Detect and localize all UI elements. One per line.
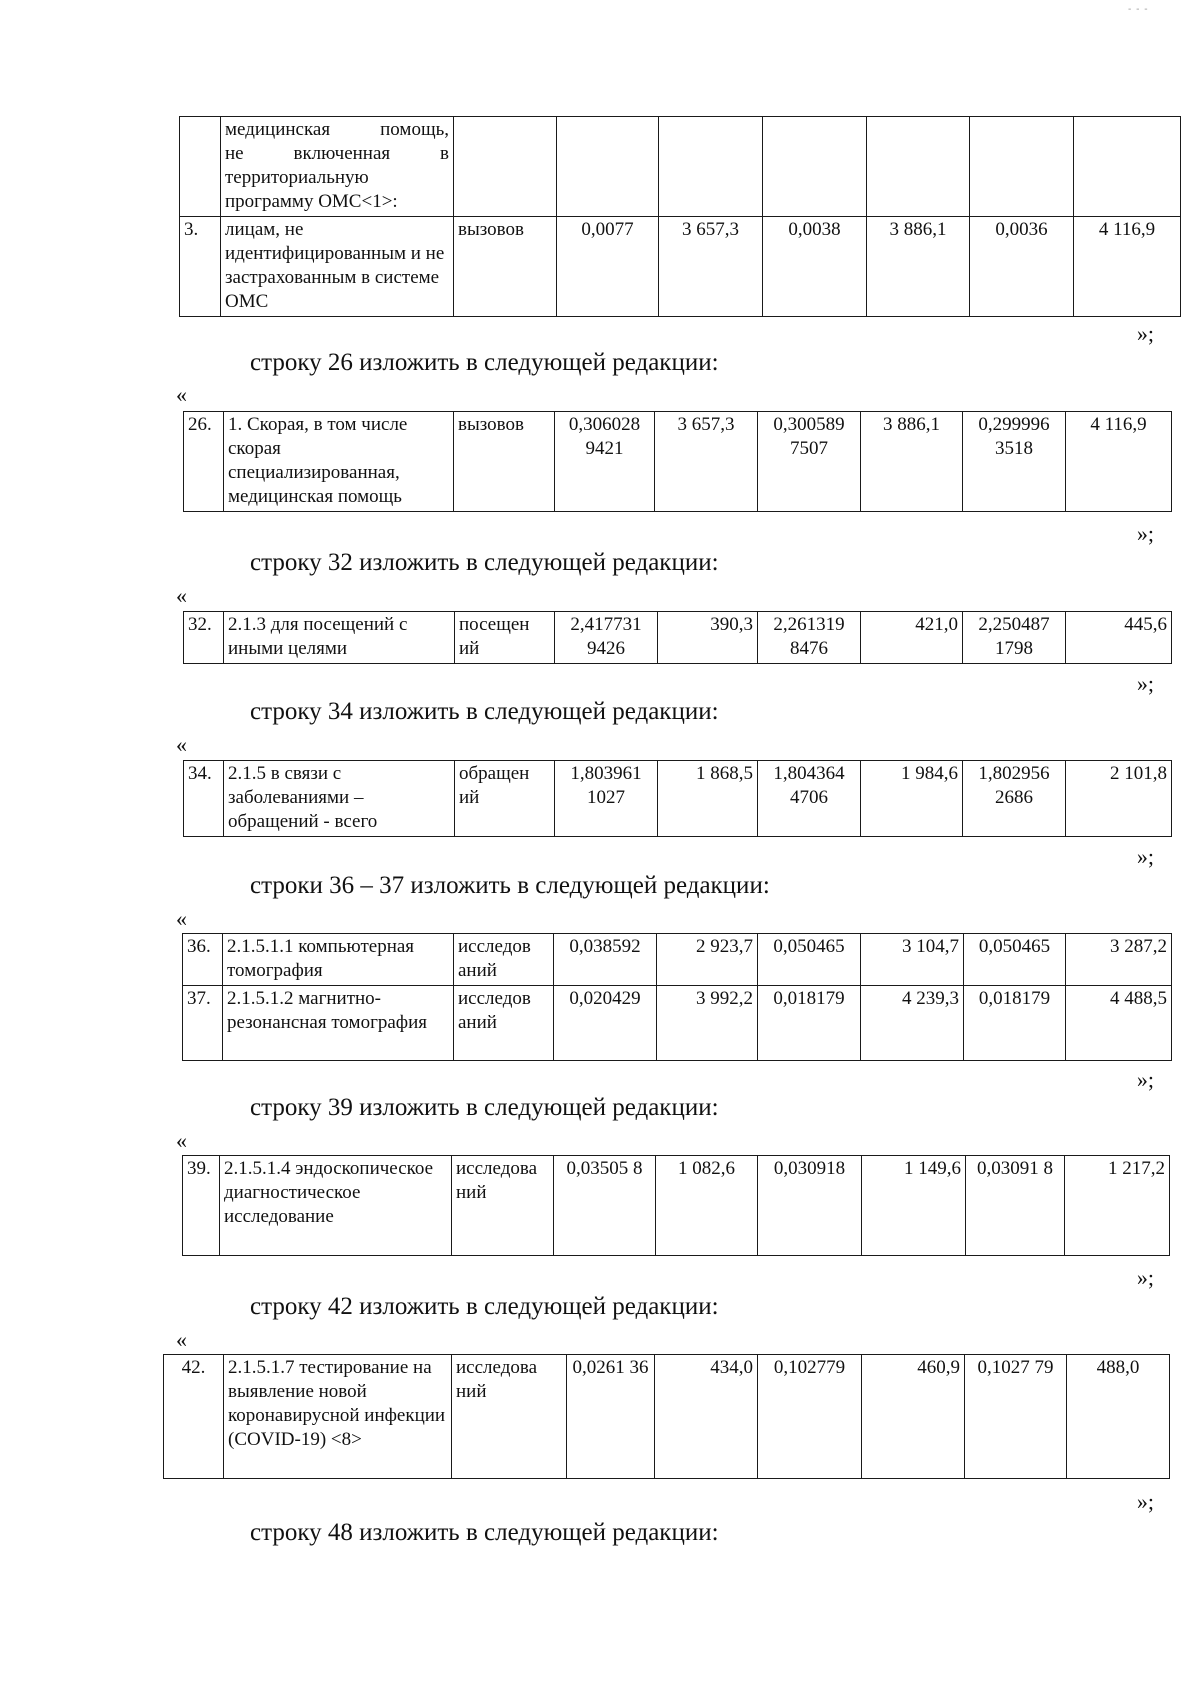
row-name-cell — [221, 117, 454, 217]
value-cell: 421,0 — [861, 612, 963, 664]
value-cell: 0,050465 — [758, 934, 861, 986]
value-cell: 2,261319 8476 — [758, 612, 861, 664]
name-line: не включенная в — [225, 143, 449, 164]
value-cell: 445,6 — [1066, 612, 1172, 664]
unit-cell: исследов аний — [454, 934, 554, 986]
value-cell: 0,050465 — [964, 934, 1066, 986]
row-number-cell — [180, 117, 221, 217]
value-cell — [659, 117, 763, 217]
row-number-cell: 39. — [183, 1156, 220, 1256]
opening-quote: « — [176, 583, 187, 608]
table-row — [183, 1156, 1170, 1256]
row-name-cell: 2.1.5.1.2 магнитно-резонансная томография — [223, 986, 454, 1061]
row-number-cell: 26. — [184, 412, 224, 512]
value-cell: 3 657,3 — [659, 217, 763, 317]
value-cell: 1 217,2 — [1065, 1156, 1170, 1256]
name-line: медицинская помощь, — [225, 119, 449, 140]
section-heading: строку 42 изложить в следующей редакции: — [250, 1293, 719, 1320]
table-row-32 — [183, 611, 1172, 664]
value-cell: 390,3 — [658, 612, 758, 664]
section-heading: строку 26 изложить в следующей редакции: — [250, 349, 719, 376]
value-cell: 0,306028 9421 — [555, 412, 655, 512]
section-heading: строку 39 изложить в следующей редакции: — [250, 1094, 719, 1121]
table-row — [180, 117, 1181, 217]
table-row-42 — [163, 1354, 1170, 1479]
unit-cell: исследова ний — [452, 1156, 554, 1256]
value-cell: 3 992,2 — [657, 986, 758, 1061]
name-line: территориальную — [225, 167, 369, 188]
value-cell: 4 239,3 — [861, 986, 964, 1061]
value-cell: 0,1027 79 — [965, 1355, 1067, 1479]
value-cell — [867, 117, 970, 217]
value-cell: 0,0036 — [970, 217, 1074, 317]
closing-quote: »; — [1136, 671, 1154, 696]
value-cell: 1,804364 4706 — [758, 761, 861, 837]
row-number-cell: 37. — [183, 986, 223, 1061]
closing-quote: »; — [1136, 844, 1154, 869]
table-row-26 — [183, 411, 1172, 512]
value-cell: 2,417731 9426 — [555, 612, 658, 664]
value-cell: 4 116,9 — [1074, 217, 1181, 317]
value-cell: 1 868,5 — [658, 761, 758, 837]
row-name-cell: лицам, не идентифицированным и не застрахованным в системе ОМС — [221, 217, 454, 317]
section-heading: строку 32 изложить в следующей редакции: — [250, 549, 719, 576]
row-name-cell: 2.1.3 для посещений с иными целями — [224, 612, 455, 664]
table-row — [184, 761, 1172, 837]
opening-quote: « — [176, 1128, 187, 1153]
value-cell — [557, 117, 659, 217]
opening-quote: « — [176, 732, 187, 757]
value-cell: 4 116,9 — [1066, 412, 1172, 512]
opening-quote: « — [176, 1327, 187, 1352]
unit-cell: вызовов — [454, 217, 557, 317]
value-cell: 0,03505 8 — [554, 1156, 656, 1256]
page-corner-mark: - - - — [1128, 4, 1149, 15]
unit-cell: исследов аний — [454, 986, 554, 1061]
unit-cell: обращен ий — [455, 761, 555, 837]
value-cell: 2 923,7 — [657, 934, 758, 986]
value-cell: 1,802956 2686 — [963, 761, 1066, 837]
closing-quote: »; — [1136, 321, 1154, 346]
value-cell: 0,300589 7507 — [758, 412, 861, 512]
row-number-cell: 36. — [183, 934, 223, 986]
value-cell: 0,030918 — [758, 1156, 862, 1256]
value-cell: 3 657,3 — [655, 412, 758, 512]
row-name-cell: 2.1.5.1.4 эндоскопическое диагностическое исследование — [220, 1156, 452, 1256]
value-cell: 0,102779 — [758, 1355, 862, 1479]
table-row — [180, 217, 1181, 317]
value-cell: 0,018179 — [758, 986, 861, 1061]
row-number-cell: 34. — [184, 761, 224, 837]
unit-cell: вызовов — [454, 412, 555, 512]
value-cell: 460,9 — [862, 1355, 965, 1479]
value-cell: 1 082,6 — [656, 1156, 758, 1256]
row-number-cell: 3. — [180, 217, 221, 317]
table-row — [184, 612, 1172, 664]
row-name-cell: 2.1.5.1.7 тестирование на выявление новой коронавирусной инфекции (COVID-19) <8> — [224, 1355, 452, 1479]
value-cell: 0,018179 — [964, 986, 1066, 1061]
value-cell: 4 488,5 — [1066, 986, 1172, 1061]
top-table — [179, 116, 1181, 317]
table-rows-36-37 — [182, 933, 1172, 1061]
table-row-34 — [183, 760, 1172, 837]
value-cell: 0,0261 36 — [567, 1355, 655, 1479]
value-cell: 0,020429 — [554, 986, 657, 1061]
name-line: программу ОМС<1>: — [225, 191, 398, 212]
value-cell: 0,03091 8 — [966, 1156, 1065, 1256]
row-number-cell: 42. — [164, 1355, 224, 1479]
table-row-39 — [182, 1155, 1170, 1256]
value-cell — [970, 117, 1074, 217]
value-cell: 434,0 — [655, 1355, 758, 1479]
value-cell: 3 886,1 — [867, 217, 970, 317]
unit-cell — [454, 117, 557, 217]
value-cell: 2 101,8 — [1066, 761, 1172, 837]
row-name-cell: 2.1.5 в связи с заболеваниями – обращений - всего — [224, 761, 455, 837]
unit-cell: посещен ий — [455, 612, 555, 664]
row-name-cell: 1. Скорая, в том числе скорая специализированная, медицинская помощь — [224, 412, 454, 512]
value-cell: 1,803961 1027 — [555, 761, 658, 837]
closing-quote: »; — [1136, 521, 1154, 546]
closing-quote: »; — [1136, 1265, 1154, 1290]
value-cell: 3 287,2 — [1066, 934, 1172, 986]
row-name-cell: 2.1.5.1.1 компьютерная томография — [223, 934, 454, 986]
value-cell: 0,299996 3518 — [963, 412, 1066, 512]
value-cell — [763, 117, 867, 217]
value-cell — [1074, 117, 1181, 217]
value-cell: 3 104,7 — [861, 934, 964, 986]
section-heading: строку 34 изложить в следующей редакции: — [250, 698, 719, 725]
opening-quote: « — [176, 906, 187, 931]
unit-cell: исследова ний — [452, 1355, 567, 1479]
value-cell: 1 149,6 — [862, 1156, 966, 1256]
value-cell: 0,0077 — [557, 217, 659, 317]
opening-quote: « — [176, 382, 187, 407]
row-number-cell: 32. — [184, 612, 224, 664]
value-cell: 0,0038 — [763, 217, 867, 317]
value-cell: 3 886,1 — [861, 412, 963, 512]
closing-quote: »; — [1136, 1489, 1154, 1514]
section-heading: строки 36 – 37 изложить в следующей редакции: — [250, 872, 770, 899]
value-cell: 0,038592 — [554, 934, 657, 986]
closing-quote: »; — [1136, 1067, 1154, 1092]
value-cell: 2,250487 1798 — [963, 612, 1066, 664]
table-row — [184, 412, 1172, 512]
table-row — [183, 934, 1172, 986]
table-row — [183, 986, 1172, 1061]
table-row — [164, 1355, 1170, 1479]
value-cell: 488,0 — [1067, 1355, 1170, 1479]
value-cell: 1 984,6 — [861, 761, 963, 837]
section-heading: строку 48 изложить в следующей редакции: — [250, 1519, 719, 1546]
